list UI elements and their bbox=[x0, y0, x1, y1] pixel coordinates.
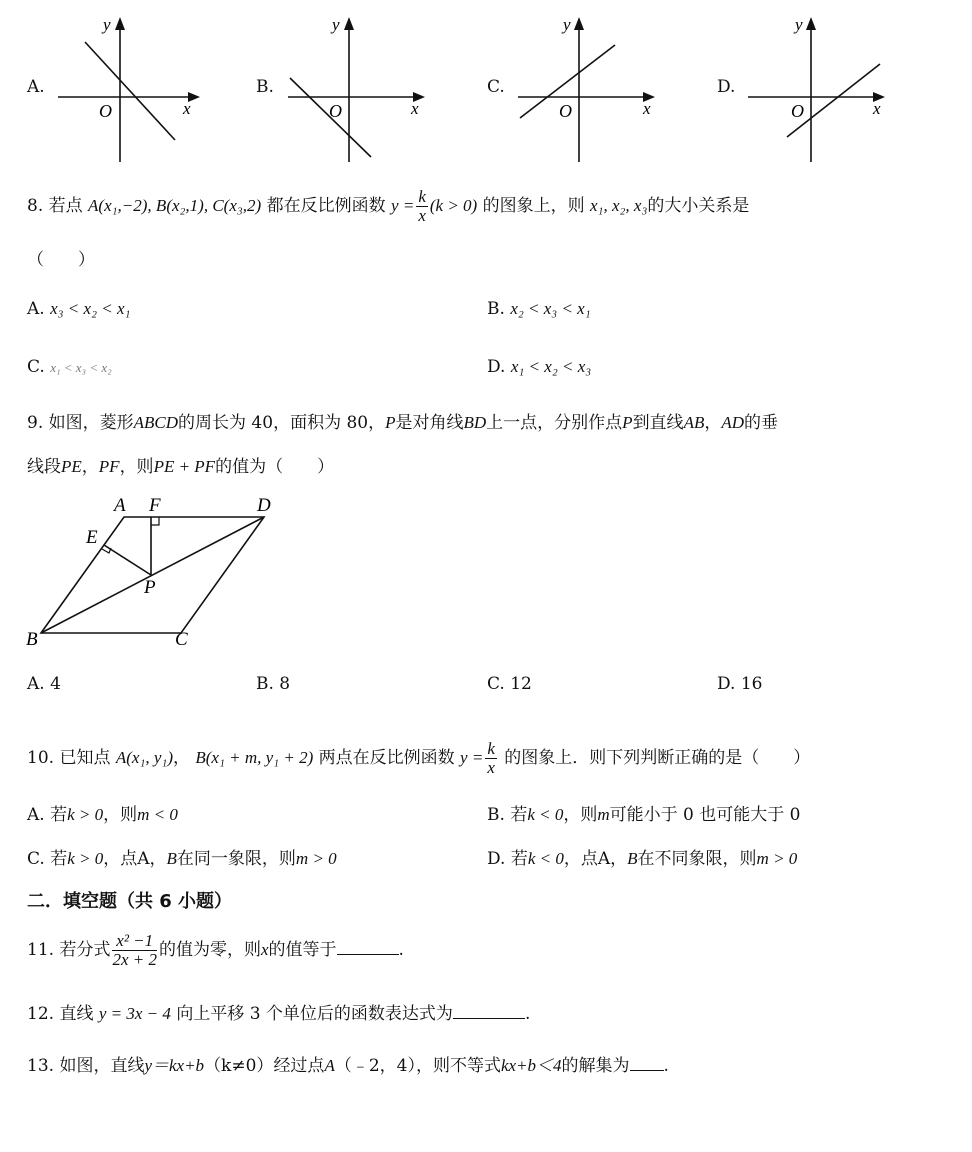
question-9-line-1: 9. 如图，菱形ABCD的周长为 40，面积为 80，P是对角线BD上一点，分别作点P到直线AB，AD的垂 bbox=[27, 413, 779, 433]
question-10-stem: 10. 已知点 A(x₁, y₁)， B(x₁ + m, y₁ + 2) 两点在反比例函数 y = $\frac{k}{x}$ 的图象上．则下列判断正确的是（ ） bbox=[27, 739, 811, 777]
origin-label: O bbox=[99, 101, 112, 121]
question-13: 13. 如图，直线y＝kx+b（k≠0）经过点A（﹣2，4），则不等式kx+b＜4的解集为 . bbox=[27, 1056, 669, 1076]
q9-option-d[interactable]: D. 16 bbox=[717, 674, 763, 694]
q9-option-a[interactable]: A. 4 bbox=[27, 674, 61, 694]
q10-option-a[interactable]: A. 若k > 0，则m < 0 bbox=[27, 805, 178, 825]
section-heading: 二．填空题（共 6 小题） bbox=[27, 891, 233, 912]
answer-blank[interactable] bbox=[630, 1056, 664, 1071]
answer-blank[interactable] bbox=[337, 940, 399, 955]
answer-paren: （ ） bbox=[27, 250, 95, 270]
fraction-k-over-x: $\frac{k}{x}$ bbox=[418, 187, 426, 225]
rhombus-figure bbox=[20, 490, 290, 655]
x-axis-label: x bbox=[643, 99, 651, 118]
question-11: 11. 若分式 $\frac{\text{x² −1}}{2x + 2}$ 的值为零，则x的值等于 . bbox=[27, 931, 404, 969]
fraction-k-over-x: $\frac{k}{x}$ bbox=[487, 739, 495, 777]
x-axis-label: x bbox=[411, 99, 419, 118]
fraction-expression: $\frac{\text{x² −1}}{2x + 2}$ bbox=[112, 931, 157, 969]
points-expression: A(x₁,−2), B(x₂,1), C(x₃,2) bbox=[88, 196, 262, 215]
y-axis-label: y bbox=[795, 15, 803, 34]
label-C: C bbox=[175, 629, 188, 650]
q9-option-c[interactable]: C. 12 bbox=[487, 674, 532, 694]
origin-label: O bbox=[791, 101, 804, 121]
q10-option-b[interactable]: B. 若k < 0，则m可能小于 0 也可能大于 0 bbox=[487, 805, 801, 825]
question-9-line-2: 线段PE，PF，则PE + PF的值为（ ） bbox=[27, 457, 335, 477]
label-E: E bbox=[86, 527, 98, 548]
option-label: B. bbox=[256, 77, 274, 97]
graph-option-d bbox=[745, 12, 895, 167]
label-F: F bbox=[149, 495, 161, 516]
q9-option-b[interactable]: B. 8 bbox=[256, 674, 291, 694]
question-number: 12. bbox=[27, 1004, 55, 1024]
y-axis-label: y bbox=[103, 15, 111, 34]
x-axis-label: x bbox=[873, 99, 881, 118]
option-label: D. bbox=[717, 77, 736, 97]
q8-option-d[interactable]: D. x₁ < x₂ < x₃ bbox=[487, 357, 592, 377]
x-axis-label: x bbox=[183, 99, 191, 118]
label-A: A bbox=[114, 495, 126, 516]
q8-option-a[interactable]: A. x₃ < x₂ < x₁ bbox=[27, 299, 131, 319]
label-P: P bbox=[144, 577, 156, 598]
question-12: 12. 直线 y = 3x − 4 向上平移 3 个单位后的函数表达式为 . bbox=[27, 1004, 531, 1024]
question-8-stem: 8. 若点 A(x₁,−2), B(x₂,1), C(x₃,2) 都在反比例函数 y = $\frac{k}{x}$ (k > 0) 的图象上，则 x₁, x₂, x₃的大小关系是 bbox=[27, 187, 750, 225]
origin-label: O bbox=[559, 101, 572, 121]
y-axis-label: y bbox=[563, 15, 571, 34]
y-axis-label: y bbox=[332, 15, 340, 34]
answer-blank[interactable] bbox=[453, 1004, 525, 1019]
q8-option-c[interactable]: C. x₁ < x₃ < x₂ bbox=[27, 357, 112, 377]
label-B: B bbox=[26, 629, 38, 650]
question-number: 13. bbox=[27, 1056, 55, 1076]
graph-option-a bbox=[55, 12, 205, 167]
graph-option-b bbox=[285, 12, 435, 167]
q10-option-d[interactable]: D. 若k < 0，点A，B在不同象限，则m > 0 bbox=[487, 849, 798, 869]
label-D: D bbox=[257, 495, 271, 516]
q8-option-b[interactable]: B. x₂ < x₃ < x₁ bbox=[487, 299, 591, 319]
option-label: A. bbox=[27, 77, 45, 97]
option-label: C. bbox=[487, 77, 505, 97]
question-number: 11. bbox=[27, 940, 55, 960]
q10-option-c[interactable]: C. 若k > 0，点A，B在同一象限，则m > 0 bbox=[27, 849, 337, 869]
question-number: 9. bbox=[27, 413, 44, 433]
question-number: 10. bbox=[27, 748, 55, 768]
graph-option-c bbox=[515, 12, 665, 167]
question-number: 8. bbox=[27, 196, 44, 216]
origin-label: O bbox=[329, 101, 342, 121]
